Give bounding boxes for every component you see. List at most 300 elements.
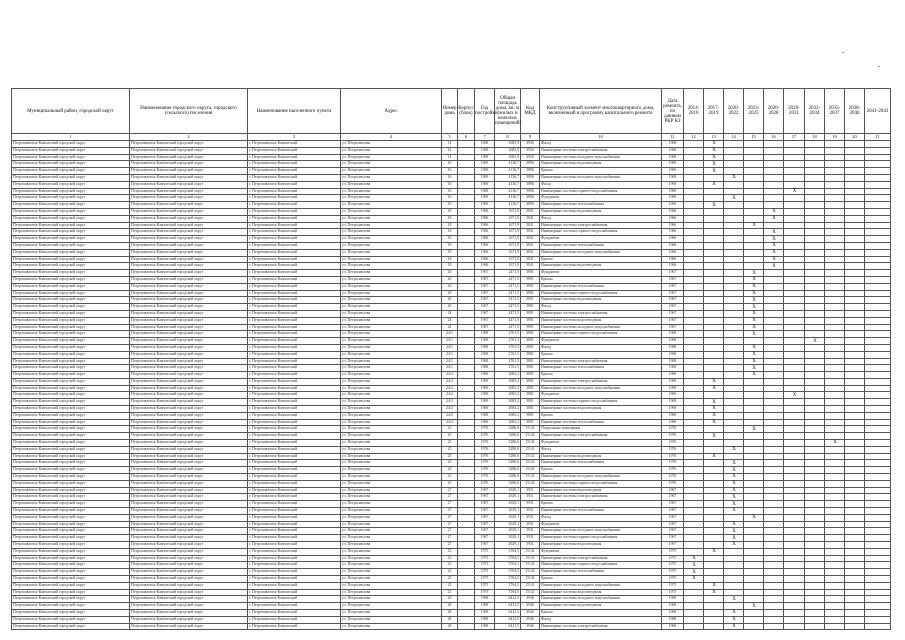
year-built-cell: 1967 xyxy=(475,290,495,297)
block-cell xyxy=(458,548,475,555)
period-mark-cell xyxy=(825,208,845,215)
area-cell: 3764,5 xyxy=(495,582,521,589)
table-row xyxy=(12,365,891,372)
period-mark-cell xyxy=(825,528,845,535)
block-cell xyxy=(458,406,475,413)
district-cell: Петропавловск-Камчатский городской округ xyxy=(12,290,130,297)
mkd-code-cell: 15141 xyxy=(521,548,540,555)
period-mark-cell xyxy=(764,181,784,188)
period-mark-cell xyxy=(865,399,891,406)
area-cell: 1671,9 xyxy=(495,249,521,256)
period-mark-cell xyxy=(865,508,891,515)
address-cell: ул. Петропавлова xyxy=(341,589,442,596)
block-cell xyxy=(458,392,475,399)
period-mark-cell xyxy=(845,290,865,297)
period-mark-cell xyxy=(724,372,744,379)
element-cell: Инженерные системы горячего водоснабжения xyxy=(540,331,662,338)
period-mark-cell: X xyxy=(805,338,825,345)
house-number-cell: 25 xyxy=(442,440,458,447)
period-mark-cell xyxy=(825,297,845,304)
period-mark-cell: X xyxy=(724,474,744,481)
okrug-cell: Петропавловск-Камчатский городской округ xyxy=(130,623,248,630)
period-mark-cell xyxy=(825,569,845,576)
house-number-cell: 27 xyxy=(442,535,458,542)
period-mark-cell xyxy=(744,174,764,181)
element-cell: Инженерные системы горячего водоснабжения xyxy=(540,229,662,236)
mkd-code-cell: 3936 xyxy=(521,154,540,161)
area-cell: 4136,7 xyxy=(495,168,521,175)
year-built-cell: 1969 xyxy=(475,195,495,202)
period-mark-cell xyxy=(784,378,805,385)
town-cell: г. Петропавловск-Камчатский xyxy=(248,453,341,460)
period-mark-cell xyxy=(684,236,704,243)
area-cell: 2683,2 xyxy=(495,378,521,385)
year-built-cell: 1968 xyxy=(475,351,495,358)
period-mark-cell xyxy=(845,358,865,365)
period-mark-cell xyxy=(845,168,865,175)
period-mark-cell xyxy=(845,181,865,188)
period-mark-cell xyxy=(744,229,764,236)
period-mark-cell: X xyxy=(784,188,805,195)
mkd-code-cell: 3841 xyxy=(521,215,540,222)
period-mark-cell xyxy=(704,256,724,263)
period-mark-cell xyxy=(865,487,891,494)
period-mark-cell: X xyxy=(724,460,744,467)
period-mark-cell xyxy=(805,508,825,515)
district-cell: Петропавловск-Камчатский городской округ xyxy=(12,141,130,148)
period-mark-cell xyxy=(764,385,784,392)
period-mark-cell xyxy=(764,569,784,576)
period-mark-cell xyxy=(845,174,865,181)
mkd-code-cell: 15141 xyxy=(521,582,540,589)
town-cell: г. Петропавловск-Камчатский xyxy=(248,426,341,433)
mkd-code-cell: 15141 xyxy=(521,446,540,453)
period-mark-cell xyxy=(764,372,784,379)
mkd-code-cell: 15141 xyxy=(521,453,540,460)
period-mark-cell xyxy=(684,304,704,311)
period-mark-cell xyxy=(764,202,784,209)
district-cell: Петропавловск-Камчатский городской округ xyxy=(12,555,130,562)
mkd-code-cell: 3891 xyxy=(521,270,540,277)
period-mark-cell xyxy=(684,202,704,209)
block-cell xyxy=(458,501,475,508)
period-mark-cell xyxy=(865,569,891,576)
address-cell: ул. Петропавлова xyxy=(341,385,442,392)
column-header: 2026-2028 xyxy=(764,89,784,134)
town-cell: г. Петропавловск-Камчатский xyxy=(248,419,341,426)
repair-date-cell: 1968 xyxy=(662,603,684,610)
mkd-code-cell: 3841 xyxy=(521,256,540,263)
period-mark-cell xyxy=(684,528,704,535)
mkd-code-cell: 3931 xyxy=(521,535,540,542)
year-built-cell: 1975 xyxy=(475,582,495,589)
table-row xyxy=(12,215,891,222)
period-mark-cell xyxy=(784,290,805,297)
district-cell: Петропавловск-Камчатский городской округ xyxy=(12,310,130,317)
period-mark-cell: X xyxy=(704,161,724,168)
period-mark-cell xyxy=(784,562,805,569)
town-cell: г. Петропавловск-Камчатский xyxy=(248,562,341,569)
okrug-cell: Петропавловск-Камчатский городской округ xyxy=(130,181,248,188)
period-mark-cell xyxy=(724,141,744,148)
table-row xyxy=(12,249,891,256)
element-cell: Инженерные системы холодного водоснабжения xyxy=(540,249,662,256)
house-number-cell: 18 xyxy=(442,215,458,222)
area-cell: 2471,5 xyxy=(495,270,521,277)
town-cell: г. Петропавловск-Камчатский xyxy=(248,582,341,589)
district-cell: Петропавловск-Камчатский городской округ xyxy=(12,338,130,345)
period-mark-cell xyxy=(684,412,704,419)
period-mark-cell xyxy=(704,542,724,549)
period-mark-cell xyxy=(764,514,784,521)
mkd-code-cell: 3881 xyxy=(521,392,540,399)
mkd-code-cell: 3891 xyxy=(521,283,540,290)
repair-date-cell: 1968 xyxy=(662,338,684,345)
district-cell: Петропавловск-Камчатский городской округ xyxy=(12,270,130,277)
block-cell xyxy=(458,453,475,460)
period-mark-cell xyxy=(744,576,764,583)
period-mark-cell xyxy=(805,304,825,311)
period-mark-cell xyxy=(845,521,865,528)
header-row xyxy=(12,89,891,134)
period-mark-cell xyxy=(805,480,825,487)
house-number-cell: 16 xyxy=(442,181,458,188)
period-mark-cell xyxy=(744,508,764,515)
period-mark-cell xyxy=(825,161,845,168)
period-mark-cell xyxy=(845,555,865,562)
period-mark-cell xyxy=(865,603,891,610)
period-mark-cell xyxy=(744,412,764,419)
okrug-cell: Петропавловск-Камчатский городской округ xyxy=(130,208,248,215)
town-cell: г. Петропавловск-Камчатский xyxy=(248,609,341,616)
period-mark-cell xyxy=(724,283,744,290)
element-cell: Фундамент xyxy=(540,338,662,345)
period-mark-cell xyxy=(744,609,764,616)
period-mark-cell xyxy=(865,331,891,338)
address-cell: ул. Петропавлова xyxy=(341,317,442,324)
period-mark-cell: X xyxy=(744,310,764,317)
period-mark-cell: X xyxy=(684,576,704,583)
period-mark-cell xyxy=(865,317,891,324)
element-cell: Крыша xyxy=(540,609,662,616)
table-row xyxy=(12,501,891,508)
area-cell: 2629,1 xyxy=(495,514,521,521)
okrug-cell: Петропавловск-Камчатский городской округ xyxy=(130,276,248,283)
block-cell xyxy=(458,433,475,440)
period-mark-cell: X xyxy=(744,283,764,290)
period-mark-cell xyxy=(865,174,891,181)
year-built-cell: 1969 xyxy=(475,392,495,399)
town-cell: г. Петропавловск-Камчатский xyxy=(248,249,341,256)
element-cell: Инженерные системы электроснабжения xyxy=(540,310,662,317)
period-mark-cell xyxy=(784,487,805,494)
period-mark-cell xyxy=(805,263,825,270)
table-row xyxy=(12,195,891,202)
period-mark-cell xyxy=(784,569,805,576)
district-cell: Петропавловск-Камчатский городской округ xyxy=(12,229,130,236)
period-mark-cell xyxy=(704,215,724,222)
period-mark-cell xyxy=(744,467,764,474)
period-mark-cell xyxy=(784,263,805,270)
block-cell xyxy=(458,147,475,154)
repair-date-cell: 1966 xyxy=(662,236,684,243)
block-cell xyxy=(458,487,475,494)
mkd-code-cell: 3841 xyxy=(521,236,540,243)
period-mark-cell xyxy=(724,426,744,433)
period-mark-cell xyxy=(825,249,845,256)
area-cell: 2761,5 xyxy=(495,331,521,338)
house-number-cell: 20 xyxy=(442,290,458,297)
period-mark-cell xyxy=(845,222,865,229)
period-mark-cell xyxy=(845,263,865,270)
address-cell: ул. Петропавлова xyxy=(341,276,442,283)
period-mark-cell xyxy=(744,542,764,549)
repair-date-cell: 1966 xyxy=(662,229,684,236)
repair-date-cell: 1967 xyxy=(662,508,684,515)
period-mark-cell xyxy=(825,582,845,589)
period-mark-cell xyxy=(744,399,764,406)
period-mark-cell xyxy=(724,202,744,209)
period-mark-cell xyxy=(764,290,784,297)
mkd-code-cell: 3936 xyxy=(521,147,540,154)
period-mark-cell xyxy=(684,324,704,331)
period-mark-cell xyxy=(845,487,865,494)
period-mark-cell xyxy=(845,419,865,426)
period-mark-cell: X xyxy=(744,372,764,379)
town-cell: г. Петропавловск-Камчатский xyxy=(248,270,341,277)
period-mark-cell xyxy=(784,208,805,215)
year-built-cell: 1967 xyxy=(475,508,495,515)
repair-date-cell: 1976 xyxy=(662,433,684,440)
year-built-cell: 1975 xyxy=(475,569,495,576)
period-mark-cell xyxy=(784,372,805,379)
block-cell xyxy=(458,242,475,249)
year-built-cell: 1975 xyxy=(475,555,495,562)
okrug-cell: Петропавловск-Камчатский городской округ xyxy=(130,426,248,433)
period-mark-cell xyxy=(704,270,724,277)
period-mark-cell xyxy=(805,154,825,161)
period-mark-cell xyxy=(805,528,825,535)
town-cell: г. Петропавловск-Камчатский xyxy=(248,392,341,399)
period-mark-cell xyxy=(784,446,805,453)
element-cell: Инженерные системы горячего водоснабжения xyxy=(540,535,662,542)
element-cell: Инженерные системы водоотведения xyxy=(540,603,662,610)
table-row xyxy=(12,358,891,365)
element-cell: Инженерные системы теплоснабжения xyxy=(540,460,662,467)
year-built-cell: 1976 xyxy=(475,480,495,487)
okrug-cell: Петропавловск-Камчатский городской округ xyxy=(130,147,248,154)
period-mark-cell xyxy=(704,576,724,583)
period-mark-cell xyxy=(684,582,704,589)
repair-date-cell: 1967 xyxy=(662,487,684,494)
period-mark-cell: X xyxy=(724,542,744,549)
element-cell: Крыша xyxy=(540,372,662,379)
period-mark-cell: X xyxy=(764,242,784,249)
element-cell: Инженерные системы горячего водоснабжения xyxy=(540,562,662,569)
period-mark-cell xyxy=(845,188,865,195)
period-mark-cell xyxy=(865,480,891,487)
element-cell: Фасад xyxy=(540,616,662,623)
period-mark-cell xyxy=(865,351,891,358)
period-mark-cell xyxy=(724,555,744,562)
column-header: Наименование населенного пункта xyxy=(248,89,341,134)
table-row xyxy=(12,406,891,413)
area-cell: 2471,5 xyxy=(495,276,521,283)
year-built-cell: 1969 xyxy=(475,174,495,181)
address-cell: ул. Петропавлова xyxy=(341,344,442,351)
district-cell: Петропавловск-Камчатский городской округ xyxy=(12,582,130,589)
address-cell: ул. Петропавлова xyxy=(341,236,442,243)
period-mark-cell xyxy=(805,399,825,406)
period-mark-cell xyxy=(865,338,891,345)
period-mark-cell xyxy=(764,467,784,474)
period-mark-cell xyxy=(764,508,784,515)
mkd-code-cell: 3841 xyxy=(521,242,540,249)
block-cell xyxy=(458,161,475,168)
mkd-code-cell: 3881 xyxy=(521,385,540,392)
period-mark-cell xyxy=(865,270,891,277)
district-cell: Петропавловск-Камчатский городской округ xyxy=(12,358,130,365)
mkd-code-cell: 3891 xyxy=(521,310,540,317)
period-mark-cell xyxy=(845,480,865,487)
area-cell: 2471,5 xyxy=(495,283,521,290)
address-cell: ул. Петропавлова xyxy=(341,596,442,603)
repair-date-cell: 1967 xyxy=(662,521,684,528)
repair-date-cell: 1968 xyxy=(662,616,684,623)
area-cell: 4136,7 xyxy=(495,195,521,202)
column-number: 13 xyxy=(704,134,724,141)
period-mark-cell xyxy=(684,616,704,623)
period-mark-cell xyxy=(744,385,764,392)
table-row xyxy=(12,569,891,576)
block-cell xyxy=(458,168,475,175)
element-cell: Инженерные системы холодного водоснабжения xyxy=(540,474,662,481)
district-cell: Петропавловск-Камчатский городской округ xyxy=(12,236,130,243)
period-mark-cell xyxy=(784,406,805,413)
okrug-cell: Петропавловск-Камчатский городской округ xyxy=(130,487,248,494)
period-mark-cell: X xyxy=(744,297,764,304)
mkd-code-cell: 15141 xyxy=(521,460,540,467)
year-built-cell: 1967 xyxy=(475,528,495,535)
repair-date-cell: 1968 xyxy=(662,141,684,148)
mkd-code-cell: 3931 xyxy=(521,521,540,528)
period-mark-cell xyxy=(784,195,805,202)
element-cell: Фундамент xyxy=(540,548,662,555)
year-built-cell: 1967 xyxy=(475,297,495,304)
period-mark-cell xyxy=(764,548,784,555)
district-cell: Петропавловск-Камчатский городской округ xyxy=(12,365,130,372)
period-mark-cell: X xyxy=(704,589,724,596)
house-number-cell: 23 xyxy=(442,576,458,583)
district-cell: Петропавловск-Камчатский городской округ xyxy=(12,589,130,596)
period-mark-cell xyxy=(724,168,744,175)
town-cell: г. Петропавловск-Камчатский xyxy=(248,141,341,148)
mkd-code-cell: 15141 xyxy=(521,426,540,433)
address-cell: ул. Петропавлова xyxy=(341,419,442,426)
mkd-code-cell: 3931 xyxy=(521,508,540,515)
house-number-cell: 25 xyxy=(442,480,458,487)
table-row xyxy=(12,222,891,229)
period-mark-cell xyxy=(704,596,724,603)
area-cell: 2683,2 xyxy=(495,406,521,413)
period-mark-cell xyxy=(865,229,891,236)
period-mark-cell xyxy=(684,317,704,324)
period-mark-cell xyxy=(865,623,891,630)
block-cell xyxy=(458,542,475,549)
element-cell: Фундамент xyxy=(540,392,662,399)
okrug-cell: Петропавловск-Камчатский городской округ xyxy=(130,344,248,351)
table-row xyxy=(12,440,891,447)
okrug-cell: Петропавловск-Камчатский городской округ xyxy=(130,535,248,542)
repair-date-cell: 1967 xyxy=(662,542,684,549)
period-mark-cell xyxy=(704,174,724,181)
element-cell: Крыша xyxy=(540,256,662,263)
repair-date-cell: 1966 xyxy=(662,222,684,229)
house-number-cell: 28 xyxy=(442,596,458,603)
district-cell: Петропавловск-Камчатский городской округ xyxy=(12,344,130,351)
period-mark-cell xyxy=(845,161,865,168)
period-mark-cell xyxy=(784,154,805,161)
repair-date-cell: 1967 xyxy=(662,290,684,297)
period-mark-cell xyxy=(865,426,891,433)
town-cell: г. Петропавловск-Камчатский xyxy=(248,317,341,324)
repair-date-cell: 1969 xyxy=(662,202,684,209)
address-cell: ул. Петропавлова xyxy=(341,215,442,222)
period-mark-cell xyxy=(845,208,865,215)
period-mark-cell: X xyxy=(744,358,764,365)
town-cell: г. Петропавловск-Камчатский xyxy=(248,508,341,515)
okrug-cell: Петропавловск-Камчатский городской округ xyxy=(130,412,248,419)
period-mark-cell xyxy=(865,236,891,243)
period-mark-cell xyxy=(744,487,764,494)
period-mark-cell xyxy=(784,222,805,229)
block-cell xyxy=(458,569,475,576)
column-header: 2014-2016 xyxy=(684,89,704,134)
district-cell: Петропавловск-Камчатский городской округ xyxy=(12,616,130,623)
period-mark-cell xyxy=(845,562,865,569)
period-mark-cell xyxy=(684,460,704,467)
period-mark-cell xyxy=(865,276,891,283)
period-mark-cell xyxy=(784,535,805,542)
element-cell: Фундамент xyxy=(540,270,662,277)
period-mark-cell xyxy=(764,446,784,453)
block-cell xyxy=(458,426,475,433)
area-cell: 5286,6 xyxy=(495,433,521,440)
period-mark-cell xyxy=(784,623,805,630)
period-mark-cell xyxy=(684,310,704,317)
period-mark-cell xyxy=(865,249,891,256)
okrug-cell: Петропавловск-Камчатский городской округ xyxy=(130,372,248,379)
okrug-cell: Петропавловск-Камчатский городской округ xyxy=(130,168,248,175)
period-mark-cell xyxy=(744,161,764,168)
town-cell: г. Петропавловск-Камчатский xyxy=(248,229,341,236)
period-mark-cell xyxy=(865,453,891,460)
town-cell: г. Петропавловск-Камчатский xyxy=(248,474,341,481)
okrug-cell: Петропавловск-Камчатский городской округ xyxy=(130,521,248,528)
column-number: 17 xyxy=(784,134,805,141)
district-cell: Петропавловск-Камчатский городской округ xyxy=(12,467,130,474)
table-row xyxy=(12,603,891,610)
period-mark-cell xyxy=(805,419,825,426)
period-mark-cell xyxy=(704,297,724,304)
period-mark-cell xyxy=(784,141,805,148)
period-mark-cell xyxy=(684,514,704,521)
period-mark-cell xyxy=(684,249,704,256)
period-mark-cell xyxy=(825,215,845,222)
period-mark-cell xyxy=(805,446,825,453)
period-mark-cell xyxy=(744,589,764,596)
period-mark-cell xyxy=(784,426,805,433)
